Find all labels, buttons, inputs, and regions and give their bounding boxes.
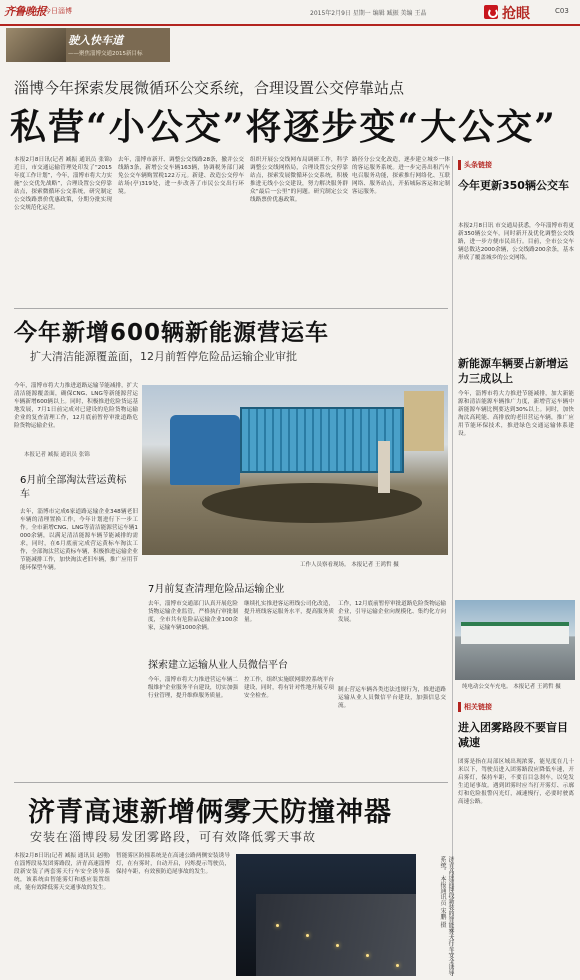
sidebar-headline: 新能源车辆要占新增运力三成以上 xyxy=(458,357,568,385)
sidebar-tag: 头条链接 xyxy=(458,160,492,170)
story1-headline: 私营“小公交”将逐步变“大公交” xyxy=(10,106,557,148)
story1-column: 去年，淄博市新开、调整公交线路28条，撤并公交线路3条，新增公交车辆163辆，协调税务部门减免公交车辆购置税122万元。新建、改造公交停车站场(亭)319处，进一步改善了市民公交出行环境。 xyxy=(118,157,244,195)
truck-cab xyxy=(170,415,240,485)
story1-column: 本报2月8日讯(记者 臧振 通讯员 张锦) 近日，市交通运输管理处印发了“2015年度工作计划”，今年，淄博市将大力实施“公交优先战略”，合理设置公交停靠站点，探索微循环公交系统，研究制定公交线路票价优惠政策，分期分批实现公交规范化运营。 xyxy=(14,157,112,211)
story2-byline: 本报记者 臧振 通讯员 张锦 xyxy=(24,452,90,458)
truck-accident-photo xyxy=(142,385,448,555)
photo-caption: 纯电动公交车充电。 本报记者 王鸿哲 摄 xyxy=(462,684,561,690)
story2-column: 今年，淄博市将大力推进营运车辆二级维护企业服务平台建设，切实加强行业管理，提升维修服务质量。 xyxy=(148,677,238,699)
banner-image xyxy=(6,28,66,62)
story2-headline: 今年新增600辆新能源营运车 xyxy=(14,320,330,346)
edition-name: 今日淄博 xyxy=(44,7,72,15)
story2-column: 工作，12月底前暂停审批道路危险货物运输企业，引导运输企业向规模化、集约化方向发展。 xyxy=(338,601,446,623)
page-number: C03 xyxy=(555,7,569,15)
sidebar-body: 今年，淄博市将大力推进节能减排，加大新能源和清洁能源车辆推广力度，新增营运车辆中新能源车辆比例要达到30%以上。同时，加快淘汰高耗能、高排放的老旧营运车辆，推广应用节能环保技术，推进绿色交通运输体系建设。 xyxy=(458,391,574,437)
story2-subhead: 探索建立运输从业人员微信平台 xyxy=(148,660,288,671)
story2-column: 控工作，组织实施联网联控系统平台建设，同时，将有针对性地开展专项安全检查。 xyxy=(244,677,334,699)
fog-lamp xyxy=(396,964,399,967)
story-divider xyxy=(14,782,448,783)
story3-subheadline: 安装在淄博段易发团雾路段，可有效降低雾天事故 xyxy=(30,830,317,844)
building xyxy=(404,391,444,451)
story2-subheadline: 扩大清洁能源覆盖面，12月前暂停危险品运输企业审批 xyxy=(30,350,297,363)
fog-lamp xyxy=(276,924,279,927)
banner-subtitle: ——聚焦淄博交通2015新目标 xyxy=(68,51,143,57)
series-banner xyxy=(6,28,170,62)
charging-station-photo xyxy=(455,600,575,680)
story2-subhead: 7月前复查清理危险品运输企业 xyxy=(148,584,285,595)
station-canopy xyxy=(461,622,569,644)
story2-subhead: 6月前全部淘汰营运黄标车 xyxy=(20,475,127,500)
story2-column: 去年，淄博市完成6家道路运输企业348辆老旧车辆的清理置换工作，今年计划进行下一步工作。全市新增CNG、LNG等清洁能源营运车辆1000余辆，以满足清洁能源车辆节能减排的需求，同时，在6月底前完成营运黄标车淘汰工作，全部淘汰营运黄标车辆，积极推进运输企业节能减排工作，加快淘汰老旧车辆，推广应用节能环保型车辆。 xyxy=(20,509,138,571)
header-divider xyxy=(0,24,580,26)
story3-column: 智能雾区防撞系统是在高速公路两侧安装诱导灯，在有雾时，自动开启，闪烁提示驾驶员，保持车距，有效预防追尾事故的发生。 xyxy=(116,853,230,875)
story1-kicker: 淄博今年探索发展微循环公交系统，合理设置公交停靠站点 xyxy=(14,79,405,97)
sidebar-body: 团雾是指在局部区域出现浓雾，能见度在几十米以下，驾驶员进入团雾路段应降低车速，开启雾灯，保持车距，不要盲目急刹车，以免发生追尾事故。遇到团雾时应当打开雾灯、示廓灯和危险报警闪光灯，减速慢行，必要时驶离高速公路。 xyxy=(458,759,574,805)
sidebar-headline: 进入团雾路段不要盲目减速 xyxy=(458,721,568,749)
photo-caption: 工作人员察看现场。 本报记者 王鸿哲 摄 xyxy=(300,562,399,568)
highway-road xyxy=(256,894,416,976)
story2-column: 继续扎实推进客运班线公司化改造，提升班线客运服务水平，提高服务质量。 xyxy=(244,601,334,623)
sidebar-divider xyxy=(452,156,453,976)
story2-column: 去年，淄博市交通部门认真开展危险货物运输企业监管，严格执行审批制度，全市共有危险品运输企业100余家，运输车辆1000余辆。 xyxy=(148,601,238,631)
date-editor-info: 2015年2月9日 星期一 编辑 臧振 美编 王晶 xyxy=(310,10,427,17)
story3-headline: 济青高速新增俩雾天防撞神器 xyxy=(28,797,392,828)
sidebar-headline: 今年更新350辆公交车 xyxy=(458,179,569,192)
fog-lamp xyxy=(336,944,339,947)
story2-lead: 今年，淄博市将大力推进道路运输节能减排，扩大清洁能源覆盖面，确保CNG、LNG等新能源营运车辆新增600辆以上。同时，积极推进危险货运基地发展，7月1日前完成对已建设的危险货物运输企业的复查清理工作，12月底前暂停审批道路危险货物运输企业。 xyxy=(14,383,138,429)
fog-lamp xyxy=(366,954,369,957)
story2-column: 制止营运车辆各类违法违规行为，推进道路运输从业人员微信平台建设，加强信息交流。 xyxy=(338,687,446,709)
story3-column: 本报2月8日讯(记者 臧振 通讯员 赵刚) 在淄博段易发团雾路段，济青高速淄博段新安装了两套雾天行车安全诱导系统，该系统由智能雾灯和感应装置组成，能有效降低雾天交通事故的发生。 xyxy=(14,853,110,891)
fog-lamp xyxy=(306,934,309,937)
page-header xyxy=(0,0,580,22)
photo-caption: 济青高速淄博段新装的智能雾天行车安全诱导系统。 本报通讯员 宋鹏 摄 xyxy=(439,856,454,976)
sidebar-tag: 相关链接 xyxy=(458,702,492,712)
story1-column: 组织开展公交线网布局调研工作，科学调整公交线网格局，合理设置公交停靠站点，探索发展微循环公交系统，积极推进无线小公交建设，努力解决服务群众“最后一公里”的问题。研究制定公交线路票价优惠政策。 xyxy=(250,157,348,203)
section-title: 抢眼 xyxy=(502,6,530,22)
worker-figure xyxy=(378,441,390,493)
newspaper-logo: 齐鲁晚报 xyxy=(4,5,46,18)
sidebar-body: 本报2月8日讯 市交通局获悉，今年淄博市将更新350辆公交车，同时新开及优化调整公交线路，进一步方便市民出行。目前，全市公交车辆总数达2000余辆，公交线路200余条，基本形成了覆盖城乡的公交网络。 xyxy=(458,223,574,261)
section-logo-icon xyxy=(484,5,498,19)
story1-column: 路径分公交化改造，逐步建立城乡一体的客运服务系统。进一步完善出租汽车电召服务功能，探索推行网络化、互联网络、服务站点，开拓城际客运和定制客运服务。 xyxy=(352,157,450,195)
banner-title: 驶入快车道 xyxy=(68,34,123,47)
highway-night-photo xyxy=(236,854,416,976)
story-divider xyxy=(14,308,448,309)
